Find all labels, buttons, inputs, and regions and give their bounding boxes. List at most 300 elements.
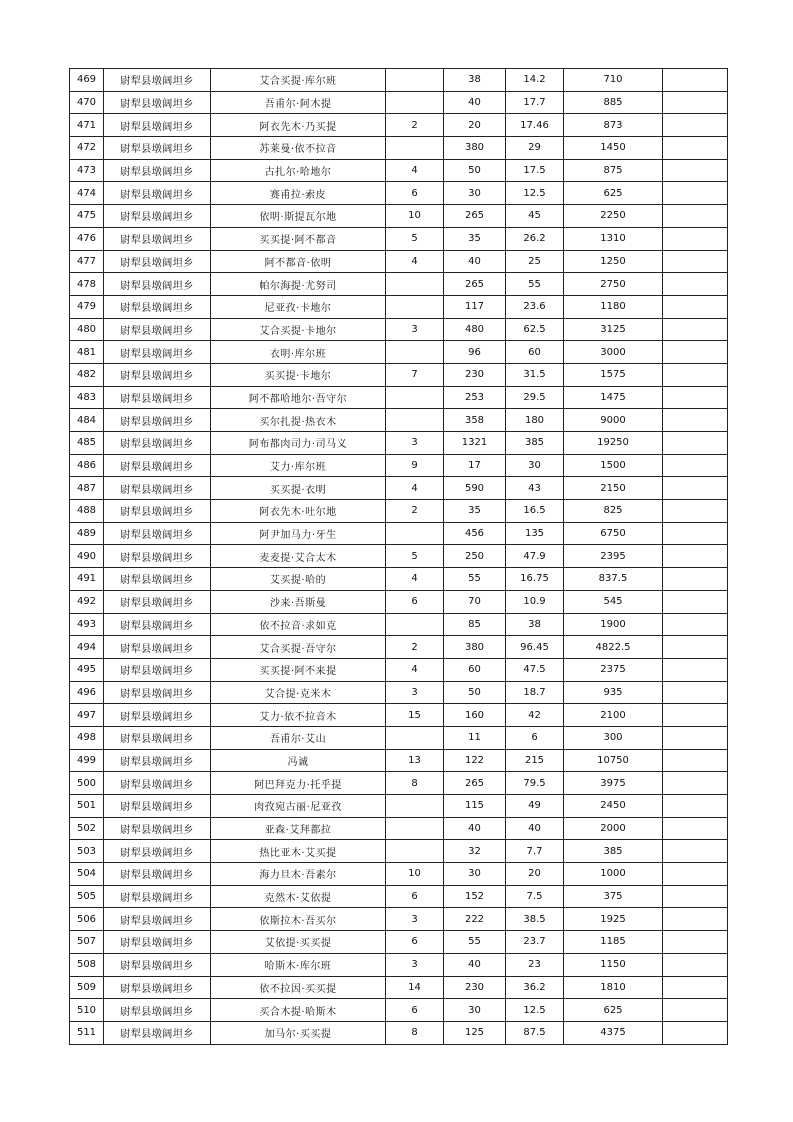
area-cell: 265 bbox=[444, 205, 506, 228]
table-row bbox=[70, 522, 728, 545]
table-row bbox=[70, 500, 728, 523]
name-cell: 依明·斯提瓦尔地 bbox=[211, 205, 386, 228]
table-row bbox=[70, 976, 728, 999]
township-cell: 尉犁县墩阔坦乡 bbox=[104, 386, 211, 409]
table-row bbox=[70, 205, 728, 228]
township-cell: 尉犁县墩阔坦乡 bbox=[104, 432, 211, 455]
row-number-cell: 507 bbox=[70, 931, 104, 954]
table-row bbox=[70, 726, 728, 749]
township-cell: 尉犁县墩阔坦乡 bbox=[104, 658, 211, 681]
remarks-cell bbox=[663, 976, 728, 999]
township-cell: 尉犁县墩阔坦乡 bbox=[104, 69, 211, 92]
name-cell: 克然木·艾依提 bbox=[211, 885, 386, 908]
table-row bbox=[70, 772, 728, 795]
total-cell: 1925 bbox=[564, 908, 663, 931]
row-number-cell: 478 bbox=[70, 273, 104, 296]
total-cell: 2395 bbox=[564, 545, 663, 568]
remarks-cell bbox=[663, 568, 728, 591]
remarks-cell bbox=[663, 590, 728, 613]
household-size-cell bbox=[386, 273, 444, 296]
township-cell: 尉犁县墩阔坦乡 bbox=[104, 477, 211, 500]
household-size-cell: 9 bbox=[386, 454, 444, 477]
table-row bbox=[70, 999, 728, 1022]
name-cell: 艾合买提·卡地尔 bbox=[211, 318, 386, 341]
remarks-cell bbox=[663, 636, 728, 659]
household-size-cell bbox=[386, 795, 444, 818]
name-cell: 依不拉因·买买提 bbox=[211, 976, 386, 999]
name-cell: 买买提·阿不都音 bbox=[211, 227, 386, 250]
name-cell: 买合木提·哈斯木 bbox=[211, 999, 386, 1022]
total-cell: 19250 bbox=[564, 432, 663, 455]
area-cell: 55 bbox=[444, 568, 506, 591]
household-size-cell: 14 bbox=[386, 976, 444, 999]
area-cell: 122 bbox=[444, 749, 506, 772]
table-row bbox=[70, 840, 728, 863]
area-cell: 456 bbox=[444, 522, 506, 545]
amount-cell: 6 bbox=[506, 726, 564, 749]
row-number-cell: 503 bbox=[70, 840, 104, 863]
row-number-cell: 485 bbox=[70, 432, 104, 455]
remarks-cell bbox=[663, 749, 728, 772]
row-number-cell: 484 bbox=[70, 409, 104, 432]
total-cell: 1185 bbox=[564, 931, 663, 954]
total-cell: 935 bbox=[564, 681, 663, 704]
area-cell: 265 bbox=[444, 772, 506, 795]
household-size-cell: 3 bbox=[386, 432, 444, 455]
row-number-cell: 481 bbox=[70, 341, 104, 364]
township-cell: 尉犁县墩阔坦乡 bbox=[104, 363, 211, 386]
household-size-cell bbox=[386, 409, 444, 432]
table-row bbox=[70, 885, 728, 908]
remarks-cell bbox=[663, 681, 728, 704]
household-size-cell bbox=[386, 386, 444, 409]
total-cell: 9000 bbox=[564, 409, 663, 432]
total-cell: 710 bbox=[564, 69, 663, 92]
total-cell: 1810 bbox=[564, 976, 663, 999]
amount-cell: 23 bbox=[506, 953, 564, 976]
township-cell: 尉犁县墩阔坦乡 bbox=[104, 863, 211, 886]
township-cell: 尉犁县墩阔坦乡 bbox=[104, 613, 211, 636]
remarks-cell bbox=[663, 545, 728, 568]
name-cell: 阿不都哈地尔·吾守尔 bbox=[211, 386, 386, 409]
table-row bbox=[70, 159, 728, 182]
table-row bbox=[70, 636, 728, 659]
amount-cell: 215 bbox=[506, 749, 564, 772]
area-cell: 125 bbox=[444, 1021, 506, 1044]
area-cell: 17 bbox=[444, 454, 506, 477]
household-size-cell: 2 bbox=[386, 114, 444, 137]
total-cell: 875 bbox=[564, 159, 663, 182]
remarks-cell bbox=[663, 1021, 728, 1044]
row-number-cell: 504 bbox=[70, 863, 104, 886]
total-cell: 1150 bbox=[564, 953, 663, 976]
table-row bbox=[70, 908, 728, 931]
table-row bbox=[70, 953, 728, 976]
remarks-cell bbox=[663, 840, 728, 863]
name-cell: 热比亚木·艾买提 bbox=[211, 840, 386, 863]
name-cell: 艾合买提·吾守尔 bbox=[211, 636, 386, 659]
row-number-cell: 490 bbox=[70, 545, 104, 568]
total-cell: 1900 bbox=[564, 613, 663, 636]
name-cell: 艾力·依不拉音木 bbox=[211, 704, 386, 727]
household-size-cell: 7 bbox=[386, 363, 444, 386]
remarks-cell bbox=[663, 182, 728, 205]
row-number-cell: 491 bbox=[70, 568, 104, 591]
row-number-cell: 494 bbox=[70, 636, 104, 659]
row-number-cell: 482 bbox=[70, 363, 104, 386]
township-cell: 尉犁县墩阔坦乡 bbox=[104, 159, 211, 182]
remarks-cell bbox=[663, 205, 728, 228]
amount-cell: 25 bbox=[506, 250, 564, 273]
table-row bbox=[70, 273, 728, 296]
table-row bbox=[70, 318, 728, 341]
household-size-cell: 3 bbox=[386, 681, 444, 704]
total-cell: 1575 bbox=[564, 363, 663, 386]
remarks-cell bbox=[663, 726, 728, 749]
name-cell: 买买提·阿不来提 bbox=[211, 658, 386, 681]
row-number-cell: 500 bbox=[70, 772, 104, 795]
remarks-cell bbox=[663, 273, 728, 296]
township-cell: 尉犁县墩阔坦乡 bbox=[104, 114, 211, 137]
total-cell: 1250 bbox=[564, 250, 663, 273]
township-cell: 尉犁县墩阔坦乡 bbox=[104, 227, 211, 250]
amount-cell: 20 bbox=[506, 863, 564, 886]
area-cell: 30 bbox=[444, 999, 506, 1022]
area-cell: 358 bbox=[444, 409, 506, 432]
amount-cell: 55 bbox=[506, 273, 564, 296]
area-cell: 380 bbox=[444, 636, 506, 659]
remarks-cell bbox=[663, 817, 728, 840]
amount-cell: 16.75 bbox=[506, 568, 564, 591]
township-cell: 尉犁县墩阔坦乡 bbox=[104, 341, 211, 364]
name-cell: 阿巴拜克力·托乎提 bbox=[211, 772, 386, 795]
amount-cell: 62.5 bbox=[506, 318, 564, 341]
row-number-cell: 486 bbox=[70, 454, 104, 477]
household-size-cell: 5 bbox=[386, 545, 444, 568]
name-cell: 古扎尔·哈地尔 bbox=[211, 159, 386, 182]
household-size-cell: 2 bbox=[386, 500, 444, 523]
total-cell: 2100 bbox=[564, 704, 663, 727]
area-cell: 380 bbox=[444, 137, 506, 160]
name-cell: 吾甫尔·阿木提 bbox=[211, 91, 386, 114]
remarks-cell bbox=[663, 908, 728, 931]
row-number-cell: 471 bbox=[70, 114, 104, 137]
amount-cell: 12.5 bbox=[506, 182, 564, 205]
remarks-cell bbox=[663, 363, 728, 386]
amount-cell: 17.7 bbox=[506, 91, 564, 114]
household-size-cell: 4 bbox=[386, 250, 444, 273]
total-cell: 4375 bbox=[564, 1021, 663, 1044]
remarks-cell bbox=[663, 432, 728, 455]
data-table bbox=[69, 68, 728, 1045]
table-row bbox=[70, 1021, 728, 1044]
amount-cell: 23.6 bbox=[506, 295, 564, 318]
remarks-cell bbox=[663, 999, 728, 1022]
township-cell: 尉犁县墩阔坦乡 bbox=[104, 931, 211, 954]
row-number-cell: 470 bbox=[70, 91, 104, 114]
township-cell: 尉犁县墩阔坦乡 bbox=[104, 840, 211, 863]
household-size-cell: 8 bbox=[386, 1021, 444, 1044]
row-number-cell: 511 bbox=[70, 1021, 104, 1044]
amount-cell: 7.7 bbox=[506, 840, 564, 863]
row-number-cell: 501 bbox=[70, 795, 104, 818]
township-cell: 尉犁县墩阔坦乡 bbox=[104, 295, 211, 318]
remarks-cell bbox=[663, 658, 728, 681]
total-cell: 873 bbox=[564, 114, 663, 137]
township-cell: 尉犁县墩阔坦乡 bbox=[104, 91, 211, 114]
amount-cell: 23.7 bbox=[506, 931, 564, 954]
name-cell: 麦麦提·艾合太木 bbox=[211, 545, 386, 568]
row-number-cell: 497 bbox=[70, 704, 104, 727]
household-size-cell bbox=[386, 522, 444, 545]
total-cell: 625 bbox=[564, 999, 663, 1022]
name-cell: 尼亚孜·卡地尔 bbox=[211, 295, 386, 318]
name-cell: 依斯拉木·吾买尔 bbox=[211, 908, 386, 931]
remarks-cell bbox=[663, 863, 728, 886]
table-row bbox=[70, 613, 728, 636]
name-cell: 阿衣先木·乃买提 bbox=[211, 114, 386, 137]
amount-cell: 10.9 bbox=[506, 590, 564, 613]
table-row bbox=[70, 182, 728, 205]
name-cell: 阿衣先木·吐尔地 bbox=[211, 500, 386, 523]
total-cell: 837.5 bbox=[564, 568, 663, 591]
amount-cell: 180 bbox=[506, 409, 564, 432]
township-cell: 尉犁县墩阔坦乡 bbox=[104, 545, 211, 568]
remarks-cell bbox=[663, 931, 728, 954]
township-cell: 尉犁县墩阔坦乡 bbox=[104, 999, 211, 1022]
row-number-cell: 479 bbox=[70, 295, 104, 318]
name-cell: 冯诚 bbox=[211, 749, 386, 772]
table-row bbox=[70, 341, 728, 364]
total-cell: 2375 bbox=[564, 658, 663, 681]
total-cell: 885 bbox=[564, 91, 663, 114]
remarks-cell bbox=[663, 953, 728, 976]
total-cell: 2150 bbox=[564, 477, 663, 500]
total-cell: 4822.5 bbox=[564, 636, 663, 659]
amount-cell: 31.5 bbox=[506, 363, 564, 386]
area-cell: 32 bbox=[444, 840, 506, 863]
township-cell: 尉犁县墩阔坦乡 bbox=[104, 1021, 211, 1044]
amount-cell: 60 bbox=[506, 341, 564, 364]
total-cell: 3000 bbox=[564, 341, 663, 364]
household-size-cell: 15 bbox=[386, 704, 444, 727]
total-cell: 6750 bbox=[564, 522, 663, 545]
row-number-cell: 472 bbox=[70, 137, 104, 160]
table-row bbox=[70, 69, 728, 92]
township-cell: 尉犁县墩阔坦乡 bbox=[104, 409, 211, 432]
township-cell: 尉犁县墩阔坦乡 bbox=[104, 182, 211, 205]
remarks-cell bbox=[663, 318, 728, 341]
area-cell: 40 bbox=[444, 91, 506, 114]
table-row bbox=[70, 477, 728, 500]
household-size-cell: 6 bbox=[386, 931, 444, 954]
township-cell: 尉犁县墩阔坦乡 bbox=[104, 749, 211, 772]
area-cell: 253 bbox=[444, 386, 506, 409]
household-size-cell: 2 bbox=[386, 636, 444, 659]
table-row bbox=[70, 863, 728, 886]
table-row bbox=[70, 590, 728, 613]
township-cell: 尉犁县墩阔坦乡 bbox=[104, 500, 211, 523]
area-cell: 115 bbox=[444, 795, 506, 818]
total-cell: 2450 bbox=[564, 795, 663, 818]
total-cell: 625 bbox=[564, 182, 663, 205]
area-cell: 222 bbox=[444, 908, 506, 931]
name-cell: 衣明·库尔班 bbox=[211, 341, 386, 364]
remarks-cell bbox=[663, 500, 728, 523]
row-number-cell: 495 bbox=[70, 658, 104, 681]
amount-cell: 17.5 bbox=[506, 159, 564, 182]
name-cell: 阿尹加马力·牙生 bbox=[211, 522, 386, 545]
area-cell: 1321 bbox=[444, 432, 506, 455]
amount-cell: 36.2 bbox=[506, 976, 564, 999]
amount-cell: 135 bbox=[506, 522, 564, 545]
township-cell: 尉犁县墩阔坦乡 bbox=[104, 681, 211, 704]
household-size-cell bbox=[386, 817, 444, 840]
name-cell: 加马尔·买买提 bbox=[211, 1021, 386, 1044]
name-cell: 艾买提·哈的 bbox=[211, 568, 386, 591]
amount-cell: 79.5 bbox=[506, 772, 564, 795]
row-number-cell: 493 bbox=[70, 613, 104, 636]
township-cell: 尉犁县墩阔坦乡 bbox=[104, 568, 211, 591]
household-size-cell: 4 bbox=[386, 658, 444, 681]
township-cell: 尉犁县墩阔坦乡 bbox=[104, 522, 211, 545]
area-cell: 590 bbox=[444, 477, 506, 500]
table-row bbox=[70, 409, 728, 432]
area-cell: 85 bbox=[444, 613, 506, 636]
area-cell: 11 bbox=[444, 726, 506, 749]
table-row bbox=[70, 114, 728, 137]
household-size-cell bbox=[386, 840, 444, 863]
remarks-cell bbox=[663, 772, 728, 795]
township-cell: 尉犁县墩阔坦乡 bbox=[104, 726, 211, 749]
household-size-cell: 5 bbox=[386, 227, 444, 250]
household-size-cell: 10 bbox=[386, 863, 444, 886]
table-row bbox=[70, 295, 728, 318]
remarks-cell bbox=[663, 885, 728, 908]
amount-cell: 18.7 bbox=[506, 681, 564, 704]
table-row bbox=[70, 931, 728, 954]
row-number-cell: 469 bbox=[70, 69, 104, 92]
name-cell: 苏莱曼·依不拉音 bbox=[211, 137, 386, 160]
township-cell: 尉犁县墩阔坦乡 bbox=[104, 273, 211, 296]
area-cell: 96 bbox=[444, 341, 506, 364]
row-number-cell: 506 bbox=[70, 908, 104, 931]
remarks-cell bbox=[663, 613, 728, 636]
amount-cell: 29.5 bbox=[506, 386, 564, 409]
total-cell: 825 bbox=[564, 500, 663, 523]
area-cell: 480 bbox=[444, 318, 506, 341]
household-size-cell bbox=[386, 726, 444, 749]
area-cell: 160 bbox=[444, 704, 506, 727]
table-row bbox=[70, 454, 728, 477]
remarks-cell bbox=[663, 137, 728, 160]
remarks-cell bbox=[663, 704, 728, 727]
area-cell: 230 bbox=[444, 976, 506, 999]
household-size-cell bbox=[386, 613, 444, 636]
amount-cell: 30 bbox=[506, 454, 564, 477]
township-cell: 尉犁县墩阔坦乡 bbox=[104, 250, 211, 273]
table-row bbox=[70, 250, 728, 273]
household-size-cell: 3 bbox=[386, 318, 444, 341]
row-number-cell: 480 bbox=[70, 318, 104, 341]
amount-cell: 16.5 bbox=[506, 500, 564, 523]
amount-cell: 45 bbox=[506, 205, 564, 228]
name-cell: 赛甫拉·索皮 bbox=[211, 182, 386, 205]
amount-cell: 47.9 bbox=[506, 545, 564, 568]
total-cell: 10750 bbox=[564, 749, 663, 772]
row-number-cell: 496 bbox=[70, 681, 104, 704]
remarks-cell bbox=[663, 409, 728, 432]
row-number-cell: 509 bbox=[70, 976, 104, 999]
total-cell: 1450 bbox=[564, 137, 663, 160]
name-cell: 帕尔海提·尤努司 bbox=[211, 273, 386, 296]
total-cell: 375 bbox=[564, 885, 663, 908]
remarks-cell bbox=[663, 295, 728, 318]
household-size-cell: 6 bbox=[386, 182, 444, 205]
name-cell: 艾力·库尔班 bbox=[211, 454, 386, 477]
table-row bbox=[70, 795, 728, 818]
total-cell: 2000 bbox=[564, 817, 663, 840]
table-row bbox=[70, 363, 728, 386]
row-number-cell: 489 bbox=[70, 522, 104, 545]
row-number-cell: 510 bbox=[70, 999, 104, 1022]
total-cell: 2750 bbox=[564, 273, 663, 296]
township-cell: 尉犁县墩阔坦乡 bbox=[104, 454, 211, 477]
table-row bbox=[70, 545, 728, 568]
remarks-cell bbox=[663, 250, 728, 273]
amount-cell: 38.5 bbox=[506, 908, 564, 931]
row-number-cell: 488 bbox=[70, 500, 104, 523]
amount-cell: 43 bbox=[506, 477, 564, 500]
household-size-cell bbox=[386, 295, 444, 318]
name-cell: 艾合买提·库尔班 bbox=[211, 69, 386, 92]
amount-cell: 38 bbox=[506, 613, 564, 636]
area-cell: 250 bbox=[444, 545, 506, 568]
table-row bbox=[70, 704, 728, 727]
row-number-cell: 505 bbox=[70, 885, 104, 908]
table-row bbox=[70, 749, 728, 772]
remarks-cell bbox=[663, 477, 728, 500]
area-cell: 230 bbox=[444, 363, 506, 386]
table-row bbox=[70, 658, 728, 681]
amount-cell: 49 bbox=[506, 795, 564, 818]
row-number-cell: 474 bbox=[70, 182, 104, 205]
amount-cell: 14.2 bbox=[506, 69, 564, 92]
household-size-cell: 4 bbox=[386, 568, 444, 591]
table-row bbox=[70, 817, 728, 840]
table-row bbox=[70, 681, 728, 704]
area-cell: 30 bbox=[444, 863, 506, 886]
amount-cell: 42 bbox=[506, 704, 564, 727]
township-cell: 尉犁县墩阔坦乡 bbox=[104, 205, 211, 228]
name-cell: 艾依提·买买提 bbox=[211, 931, 386, 954]
total-cell: 1180 bbox=[564, 295, 663, 318]
name-cell: 阿布都肉司力·司马义 bbox=[211, 432, 386, 455]
name-cell: 依不拉音·求如克 bbox=[211, 613, 386, 636]
area-cell: 40 bbox=[444, 953, 506, 976]
row-number-cell: 492 bbox=[70, 590, 104, 613]
row-number-cell: 483 bbox=[70, 386, 104, 409]
household-size-cell: 3 bbox=[386, 908, 444, 931]
household-size-cell: 10 bbox=[386, 205, 444, 228]
total-cell: 300 bbox=[564, 726, 663, 749]
row-number-cell: 502 bbox=[70, 817, 104, 840]
household-size-cell: 4 bbox=[386, 477, 444, 500]
household-size-cell: 6 bbox=[386, 590, 444, 613]
township-cell: 尉犁县墩阔坦乡 bbox=[104, 817, 211, 840]
amount-cell: 96.45 bbox=[506, 636, 564, 659]
household-size-cell: 6 bbox=[386, 885, 444, 908]
